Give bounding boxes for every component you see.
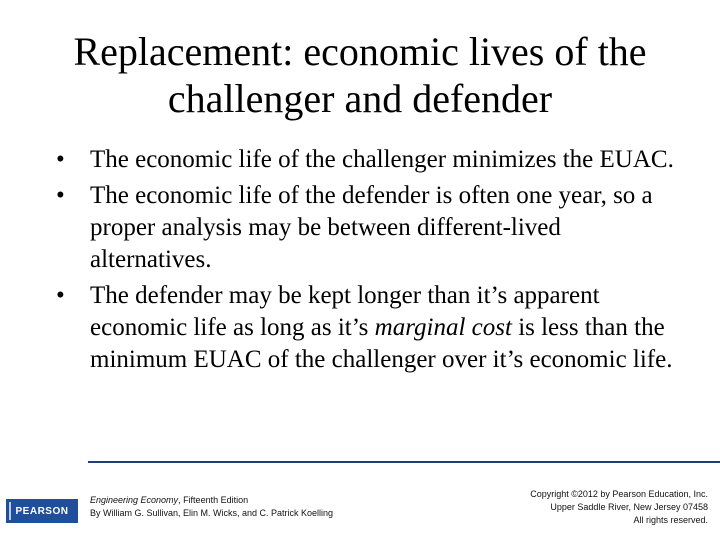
bullet-text-3-before: The defender may be kept longer than it’s apparent economic life as long as it’s xyxy=(90,282,600,341)
pearson-logo xyxy=(6,499,78,523)
bullet-item-1 xyxy=(56,144,686,176)
bullet-dot-icon: • xyxy=(56,146,65,173)
book-title: Engineering Economy xyxy=(90,495,179,505)
title-line-2: challenger and defender xyxy=(167,76,553,121)
logo-text: PEARSON xyxy=(15,505,69,517)
book-title-line xyxy=(90,494,333,507)
bullet-dot-icon: • xyxy=(56,182,65,209)
footer-divider xyxy=(88,461,720,463)
logo-mark-icon xyxy=(9,502,17,520)
bullet-item-3 xyxy=(56,280,686,376)
copyright-line-2: Upper Saddle River, New Jersey 07458 xyxy=(550,502,708,512)
bullet-text-2: The economic life of the defender is often one year, so a proper analysis may be between different-lived alternatives. xyxy=(90,182,653,273)
book-authors: By William G. Sullivan, Elin M. Wicks, and C. Patrick Koelling xyxy=(90,508,334,518)
bullet-list xyxy=(56,144,686,380)
footer-copyright xyxy=(530,488,708,527)
footer-book-info xyxy=(90,494,333,520)
book-edition: , Fifteenth Edition xyxy=(178,495,249,505)
copyright-line-3: All rights reserved. xyxy=(633,515,708,525)
title-line-1: Replacement: economic lives of the xyxy=(73,29,647,74)
bullet-dot-icon: • xyxy=(56,282,65,309)
bullet-text-3-after: is less than the minimum EUAC of the challenger over it’s economic life. xyxy=(90,314,673,373)
bullet-text-1: The economic life of the challenger minimizes the EUAC. xyxy=(90,146,674,173)
slide-title xyxy=(40,28,680,122)
copyright-line-1: Copyright ©2012 by Pearson Education, Inc. xyxy=(530,489,708,499)
bullet-item-2 xyxy=(56,180,686,276)
bullet-text-3-emphasis: marginal cost xyxy=(374,314,512,341)
